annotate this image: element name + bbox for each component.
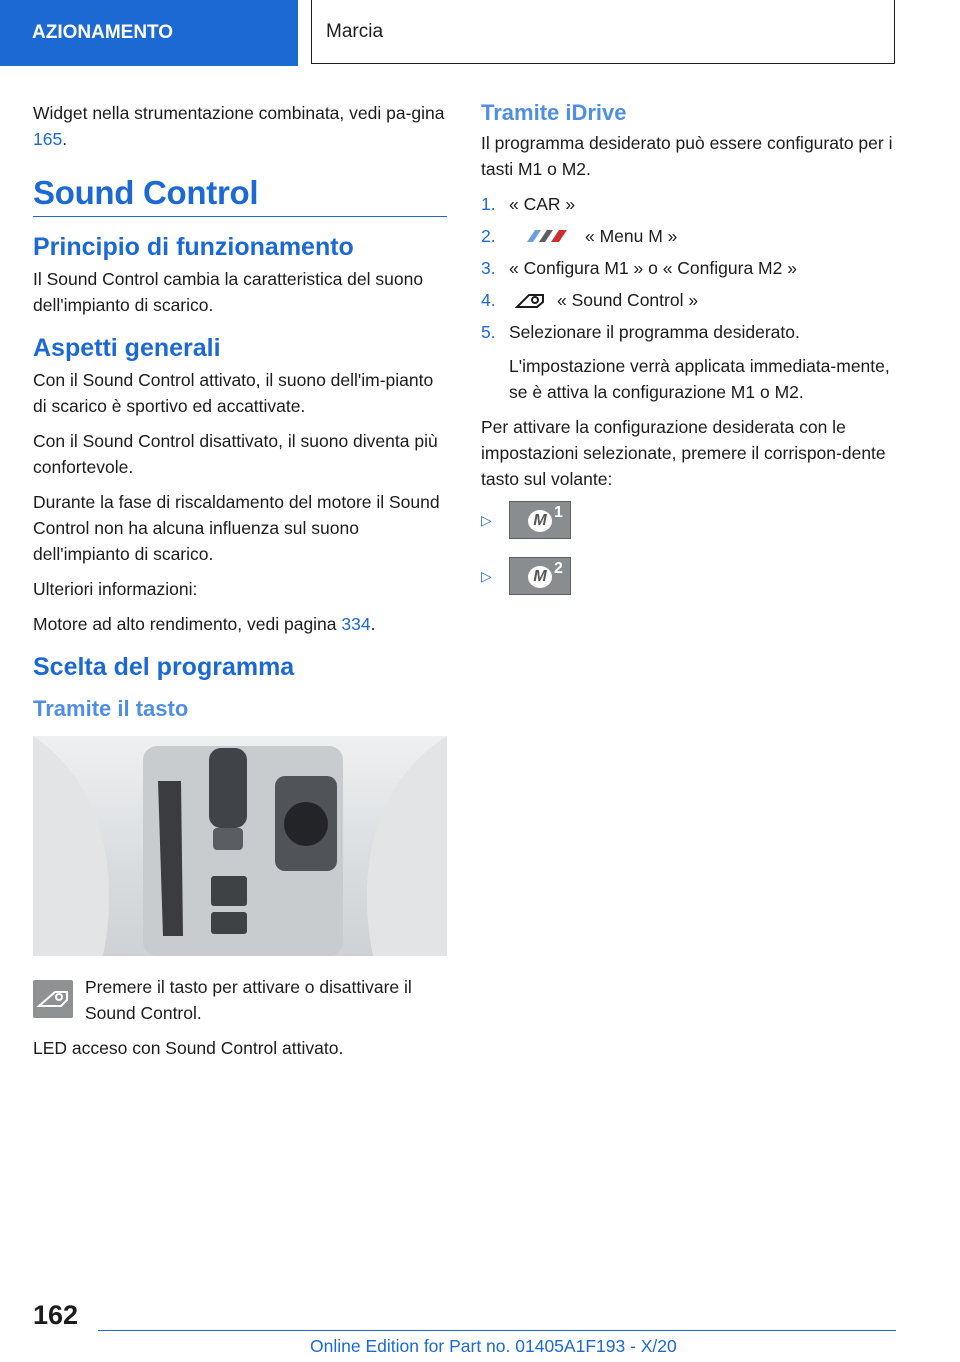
step-4: 4. « Sound Control » xyxy=(481,290,699,310)
bullet-triangle-icon: ▷ xyxy=(481,511,492,528)
page-link-334[interactable]: 334 xyxy=(341,614,371,634)
section-tab xyxy=(0,0,298,66)
chapter-tab xyxy=(311,0,895,64)
paragraph-principio: Il Sound Control cambia la caratteristica del suono dell'impianto di scarico. xyxy=(33,269,424,315)
step-5-note: L'impostazione verrà applicata immediata-mente, se è attiva la configurazione M1 o M2. xyxy=(509,356,890,402)
paragraph-3: Durante la fase di riscaldamento del motore il Sound Control non ha alcuna influenza sul suono dell'impianto di scarico. xyxy=(33,492,440,564)
steps-list xyxy=(481,191,901,345)
paragraph-2: Con il Sound Control disattivato, il suono diventa più confortevole. xyxy=(33,431,438,477)
m1-key-icon: M 1 xyxy=(509,501,571,539)
caption-row xyxy=(33,974,447,1035)
sound-control-icon xyxy=(513,289,549,311)
m2-key-row xyxy=(481,557,901,595)
left-column xyxy=(33,100,447,1070)
led-text: LED acceso con Sound Control attivato. xyxy=(33,1038,344,1058)
intro-text: Widget nella strumentazione combinata, vedi pa-gina xyxy=(33,103,445,123)
chapter-label: Marcia xyxy=(326,20,384,42)
m2-key-icon: M 2 xyxy=(509,557,571,595)
m-stripes-icon xyxy=(517,226,577,246)
intro-paragraph: Widget nella strumentazione combinata, vedi pa-gina 165. xyxy=(33,103,445,149)
paragraph-4: Ulteriori informazioni: xyxy=(33,579,198,599)
p5-text: Motore ad alto rendimento, vedi pagina xyxy=(33,614,337,634)
footer-divider xyxy=(98,1330,896,1331)
page-link-165[interactable]: 165 xyxy=(33,129,63,149)
center-console-photo xyxy=(33,736,447,956)
section-label: AZIONAMENTO xyxy=(32,22,174,43)
paragraph-idrive: Il programma desiderato può essere configurato per i tasti M1 o M2. xyxy=(481,133,893,179)
step-3: 3. « Configura M1 » o « Configura M2 » xyxy=(481,258,797,278)
step-5: 5. Selezionare il programma desiderato. xyxy=(481,322,800,342)
heading-tasto: Tramite il tasto xyxy=(33,696,189,721)
step-2: 2. « Menu M » xyxy=(481,226,678,246)
step-1: 1. « CAR » xyxy=(481,194,576,214)
paragraph-5: Motore ad alto rendimento, vedi pagina 334. xyxy=(33,614,376,634)
heading-principio: Principio di funzionamento xyxy=(33,233,354,261)
heading-idrive: Tramite iDrive xyxy=(481,100,627,125)
footer-edition: Online Edition for Part no. 01405A1F193 - X/20 xyxy=(310,1336,677,1356)
right-column xyxy=(481,100,901,613)
paragraph-attivare: Per attivare la configurazione desiderata con le impostazioni selezionate, premere il corrispon-dente tasto sul volante: xyxy=(481,417,886,489)
sound-control-button-icon xyxy=(33,980,73,1018)
heading-scelta: Scelta del programma xyxy=(33,653,295,681)
page-number: 162 xyxy=(33,1300,79,1330)
console-illustration xyxy=(33,736,447,956)
caption-text: Premere il tasto per attivare o disattivare il Sound Control. xyxy=(85,977,412,1023)
bullet-triangle-icon: ▷ xyxy=(481,567,492,584)
section-title: Sound Control xyxy=(33,174,447,217)
paragraph-1: Con il Sound Control attivato, il suono dell'im-pianto di scarico è sportivo ed accattivate. xyxy=(33,370,434,416)
heading-aspetti: Aspetti generali xyxy=(33,334,221,362)
m1-key-row xyxy=(481,501,901,539)
